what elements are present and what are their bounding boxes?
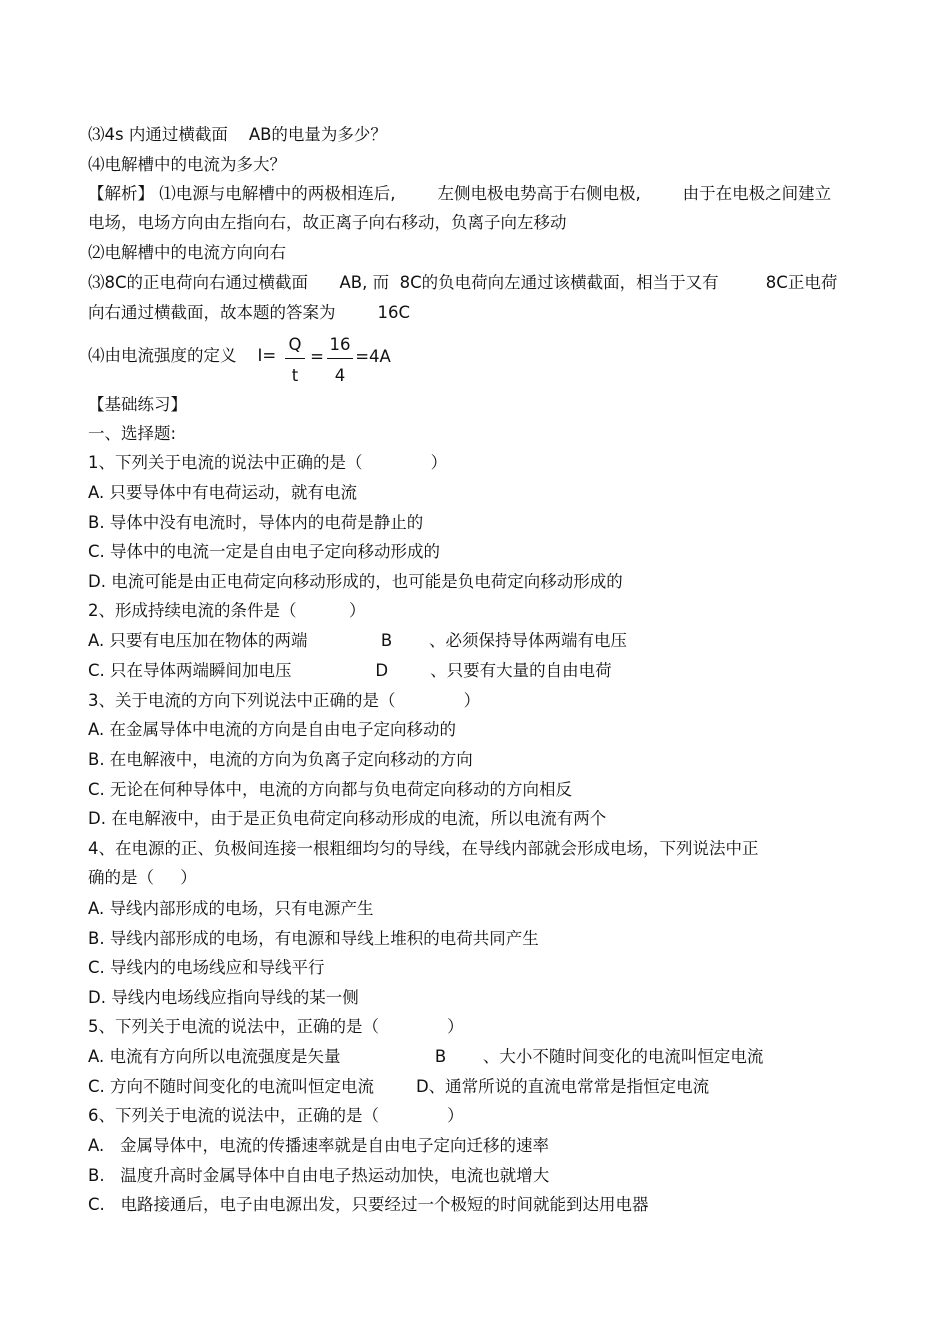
exercise-line: C. 导线内的电场线应和导线平行 (88, 958, 325, 977)
exercise-line: D. 电流可能是由正电荷定向移动形成的，也可能是负电荷定向移动形成的 (88, 572, 623, 591)
exercise-line: B. 温度升高时金属导体中自由电子热运动加快，电流也就增大 (88, 1166, 550, 1185)
exercise-line: B. 导体中没有电流时，导体内的电荷是静止的 (88, 513, 424, 532)
analysis-2: ⑵电解槽中的电流方向向右 (88, 243, 286, 262)
exercise-line: C. 无论在何种导体中，电流的方向都与负电荷定向移动的方向相反 (88, 780, 573, 799)
exercise-line: 2、形成持续电流的条件是（ ） (88, 601, 366, 620)
question-3: ⑶4s 内通过横截面 AB的电量为多少？ (88, 125, 387, 144)
analysis-3-line-1: ⑶8C的正电荷向右通过横截面 AB, 而 8C的负电荷向左通过该横截面，相当于又有 8C正电荷 (88, 273, 838, 292)
exercise-line: B. 在电解液中，电流的方向为负离子定向移动的方向 (88, 750, 473, 769)
fraction-denominator-t: t (291, 366, 299, 385)
exercise-line: A. 在金属导体中电流的方向是自由电子定向移动的 (88, 720, 456, 739)
exercise-line: D. 导线内电场线应指向导线的某一侧 (88, 988, 359, 1007)
formula-prefix: ⑷由电流强度的定义 I= (88, 346, 277, 365)
exercise-line: A. 导线内部形成的电场，只有电源产生 (88, 899, 374, 918)
exercise-line: 3、关于电流的方向下列说法中正确的是（ ） (88, 691, 481, 710)
question-4: ⑷电解槽中的电流为多大？ (88, 155, 286, 174)
exercise-line: C. 导体中的电流一定是自由电子定向移动形成的 (88, 542, 441, 561)
exercise-line: 5、下列关于电流的说法中，正确的是（ ） (88, 1017, 464, 1036)
analysis-1-line-2: 电场，电场方向由左指向右，故正离子向右移动，负离子向左移动 (88, 213, 567, 232)
exercise-line: C. 电路接通后，电子由电源出发，只要经过一个极短的时间就能到达用电器 (88, 1195, 649, 1214)
exercise-line: D. 在电解液中，由于是正负电荷定向移动形成的电流，所以电流有两个 (88, 809, 607, 828)
exercise-line: A. 只要导体中有电荷运动，就有电流 (88, 483, 357, 502)
exercise-line: 6、下列关于电流的说法中，正确的是（ ） (88, 1106, 464, 1125)
exercise-line: 确的是（ ） (88, 868, 197, 887)
exercise-line: C. 只在导体两端瞬间加电压 D 、只要有大量的自由电荷 (88, 661, 612, 680)
analysis-3-line-2: 向右通过横截面，故本题的答案为 16C (88, 303, 410, 322)
exercise-line: B. 导线内部形成的电场，有电源和导线上堆积的电荷共同产生 (88, 929, 539, 948)
exercises-heading: 【基础练习】 (88, 395, 187, 414)
analysis-1-line-1: 【解析】 ⑴电源与电解槽中的两极相连后, 左侧电极电势高于右侧电极, 由于在电极之间建立 (88, 184, 832, 203)
exercise-line: A. 只要有电压加在物体的两端 B 、必须保持导体两端有电压 (88, 631, 627, 650)
exercise-line: A. 金属导体中，电流的传播速率就是自由电子定向迁移的速率 (88, 1136, 549, 1155)
fraction-numerator-q: Q (288, 335, 302, 354)
section-title: 一、选择题: (88, 424, 177, 443)
fraction-denominator-4: 4 (334, 366, 346, 385)
fraction-numerator-16: 16 (329, 335, 351, 354)
fraction-bar (285, 358, 305, 359)
exercise-line: C. 方向不随时间变化的电流叫恒定电流 D、通常所说的直流电常常是指恒定电流 (88, 1077, 710, 1096)
fraction-bar (327, 358, 353, 359)
equals-sign: = (310, 347, 324, 366)
formula-result: =4A (355, 347, 391, 366)
exercise-line: 4、在电源的正、负极间连接一根粗细均匀的导线，在导线内部就会形成电场，下列说法中正 (88, 839, 759, 858)
exercise-line: 1、下列关于电流的说法中正确的是（ ） (88, 453, 448, 472)
exercise-line: A. 电流有方向所以电流强度是矢量 B 、大小不随时间变化的电流叫恒定电流 (88, 1047, 764, 1066)
